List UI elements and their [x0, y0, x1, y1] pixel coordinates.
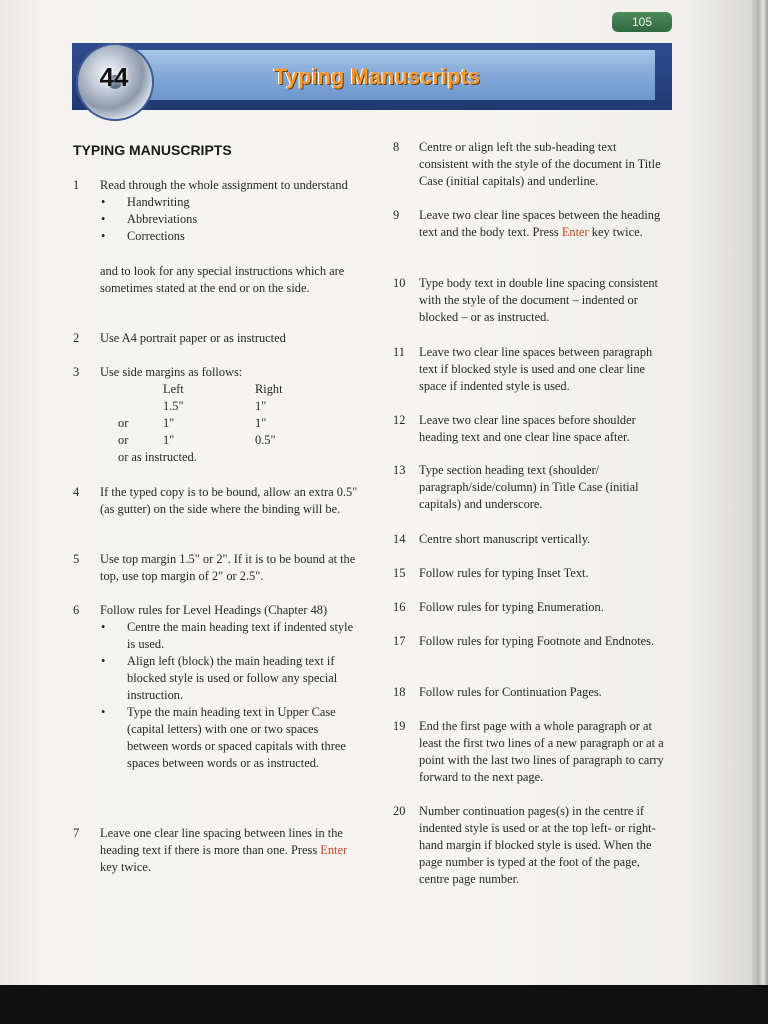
item-number: 5	[73, 552, 80, 566]
item-number: 10	[393, 276, 406, 290]
item-text-part: key twice.	[588, 225, 643, 239]
item-text: Type body text in double line spacing consistent with the style of the document – indented or blocked – or as instructed.	[419, 276, 658, 324]
item-text: Centre or align left the sub-heading text consistent with the style of the document in Title Case (initial capitals) and underline.	[419, 140, 661, 188]
item-text: Type section heading text (shoulder/ paragraph/side/column) in Title Case (initial capitals) and underscore.	[419, 463, 639, 511]
chapter-title: Typing Manuscripts	[273, 64, 481, 89]
item-number: 18	[393, 685, 406, 699]
item-number: 2	[73, 331, 80, 345]
item-text: Centre short manuscript vertically.	[419, 532, 591, 546]
bullet-item: • Align left (block) the main heading text if blocked style is used or follow any special instruction.	[100, 653, 358, 704]
margin-row-prefix: or	[118, 416, 129, 430]
enter-key-label: Enter	[561, 225, 589, 239]
item-number: 1	[73, 178, 80, 192]
item-text: Leave two clear line spaces between paragraph text if blocked style is used and one clear line space if indented style is used.	[419, 345, 653, 393]
item-text: Use A4 portrait paper or as instructed	[100, 331, 286, 345]
margin-row-left: 1"	[163, 416, 175, 430]
item-text: Use top margin 1.5" or 2". If it is to be bound at the top, use top margin of 2" or 2.5".	[100, 552, 356, 583]
item-text: Follow rules for Level Headings (Chapter 48)	[100, 603, 328, 617]
item-text: Use side margins as follows:	[100, 365, 243, 379]
bullet-item: • Type the main heading text in Upper Case (capital letters) with one or two spaces between words or spaced capitals with three spaces between words or as instructed.	[100, 704, 358, 772]
page-number: 105	[612, 12, 672, 32]
enter-key-label: Enter	[320, 843, 348, 857]
item-text: Number continuation pages(s) in the centre if indented style is used or at the top left- or right-hand margin if blocked style is used. When the page number is typed at the foot of the page, centre page number.	[419, 804, 656, 886]
margin-row-prefix: or	[118, 433, 129, 447]
item-text: Follow rules for typing Footnote and Endnotes.	[419, 634, 655, 648]
bullet-item: • Handwriting	[100, 194, 358, 211]
margin-table	[118, 381, 318, 471]
item-text: Follow rules for typing Inset Text.	[419, 566, 589, 580]
chapter-number: 44	[99, 62, 129, 92]
item-text-part: key twice.	[100, 860, 151, 874]
item-number: 6	[73, 603, 80, 617]
section-heading: TYPING MANUSCRIPTS	[73, 142, 232, 158]
bullet-item: • Centre the main heading text if indented style is used.	[100, 619, 358, 653]
margin-col-right-header: Right	[255, 382, 283, 396]
bullet-item: • Abbreviations	[100, 211, 358, 228]
page-edge	[752, 0, 768, 985]
item-number: 9	[393, 208, 400, 222]
margin-row-right: 1"	[255, 416, 267, 430]
item-number: 3	[73, 365, 80, 379]
item-text-continued: and to look for any special instructions which are sometimes stated at the end or on the side.	[100, 264, 345, 295]
margin-row-left: 1.5"	[163, 399, 184, 413]
item-number: 20	[393, 804, 406, 818]
margin-col-left-header: Left	[163, 382, 184, 396]
item-number: 7	[73, 826, 80, 840]
item-text: End the first page with a whole paragraph or at least the first two lines of a new paragraph or at a point with the last two lines of paragraph to carry forward to the next page.	[419, 719, 664, 784]
bullet-list	[100, 619, 358, 772]
item-text-part: Leave one clear line spacing between lines in the heading text if there is more than one.	[100, 826, 343, 857]
margin-row-left: 1"	[163, 433, 175, 447]
item-text-part: Leave two clear line spaces between the heading text and the body text. Press	[419, 208, 661, 239]
margin-row-right: 0.5"	[255, 433, 276, 447]
margin-row-right: 1"	[255, 399, 267, 413]
item-text: Follow rules for typing Enumeration.	[419, 600, 604, 614]
item-number: 17	[393, 634, 406, 648]
item-number: 16	[393, 600, 406, 614]
item-text-part: Press	[290, 843, 321, 857]
bullet-item: • Corrections	[100, 228, 358, 245]
item-number: 14	[393, 532, 406, 546]
margin-note: or as instructed.	[118, 450, 197, 464]
bullet-list	[100, 194, 358, 245]
item-number: 15	[393, 566, 406, 580]
item-text: Follow rules for Continuation Pages.	[419, 685, 602, 699]
item-number: 4	[73, 485, 80, 499]
item-text	[100, 825, 358, 876]
bottom-shadow	[0, 985, 768, 1024]
item-text: Read through the whole assignment to understand	[100, 178, 348, 192]
item-number: 8	[393, 140, 400, 154]
item-text: Leave two clear line spaces before shoulder heading text and one clear line space after.	[419, 413, 636, 444]
item-number: 13	[393, 463, 406, 477]
item-number: 11	[393, 345, 405, 359]
item-text: If the typed copy is to be bound, allow an extra 0.5" (as gutter) on the side where the binding will be.	[100, 485, 358, 516]
item-number: 12	[393, 413, 406, 427]
item-text	[419, 207, 669, 241]
item-number: 19	[393, 719, 406, 733]
